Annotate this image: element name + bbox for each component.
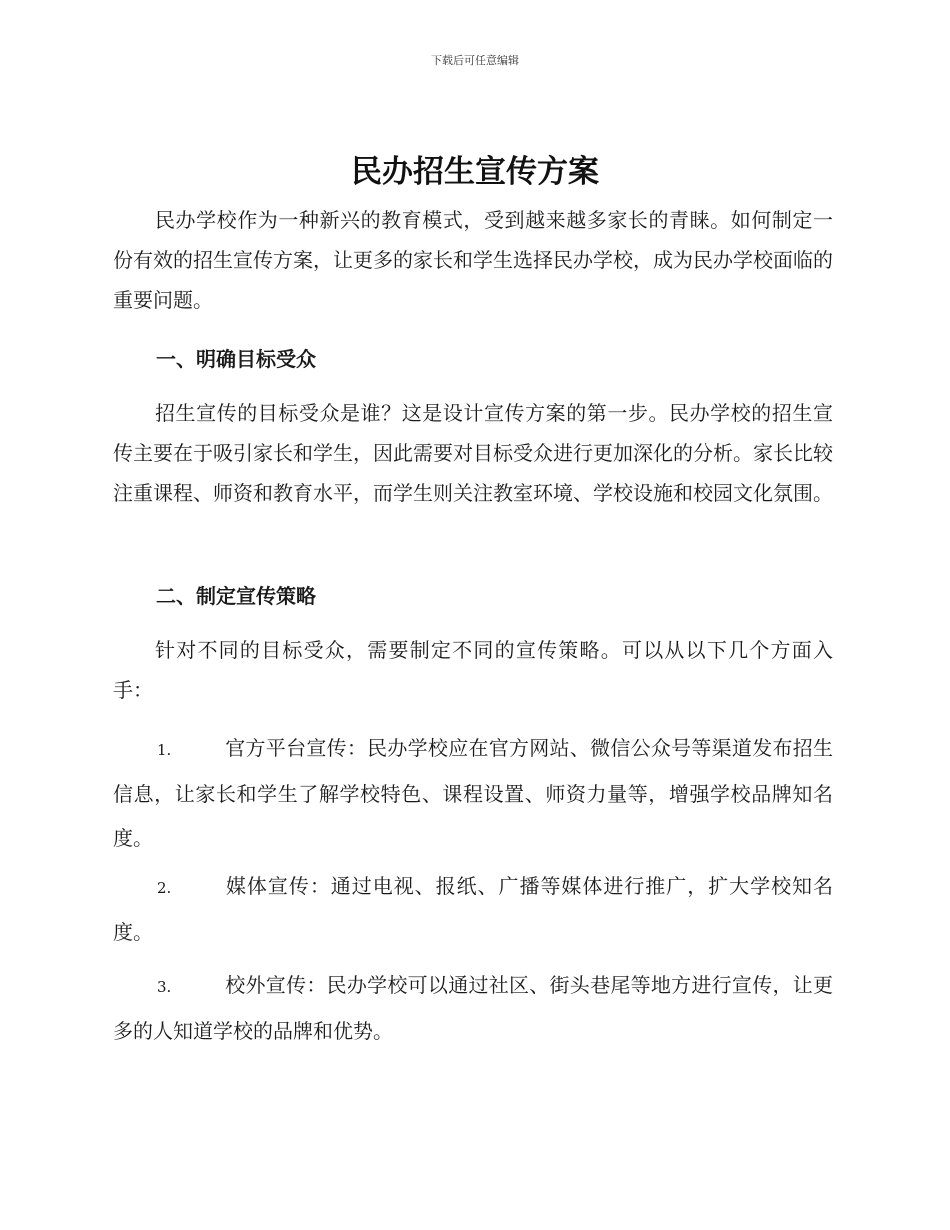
list-item-number: 1.: [157, 741, 172, 759]
section-2-heading: 二、制定宣传策略: [156, 584, 316, 608]
list-item-text: 官方平台宣传：民办学校应在官方网站、微信公众号等渠道发布招生信息，让家长和学生了解学校特色、课程设置、师资力量等，增强学校品牌知名度。: [113, 736, 833, 850]
intro-paragraph: 民办学校作为一种新兴的教育模式，受到越来越多家长的青睐。如何制定一份有效的招生宣传方案，让更多的家长和学生选择民办学校，成为民办学校面临的重要问题。: [113, 208, 833, 312]
list-item-number: 3.: [157, 978, 172, 996]
section-1-heading: 一、明确目标受众: [156, 347, 316, 371]
list-item-text: 校外宣传：民办学校可以通过社区、街头巷尾等地方进行宣传，让更多的人知道学校的品牌和优势。: [113, 973, 833, 1043]
section-2-paragraph: 针对不同的目标受众，需要制定不同的宣传策略。可以从以下几个方面入手：: [113, 638, 833, 702]
list-item-2: [113, 864, 833, 954]
list-item-number: 2.: [157, 879, 172, 897]
list-item-3: [113, 963, 833, 1053]
list-item-1: [113, 726, 833, 860]
header-note: 下载后可任意编辑: [431, 54, 519, 67]
document-title: 民办招生宣传方案: [351, 154, 599, 190]
list-item-text: 媒体宣传：通过电视、报纸、广播等媒体进行推广，扩大学校知名度。: [113, 874, 833, 944]
section-1-paragraph: 招生宣传的目标受众是谁？这是设计宣传方案的第一步。民办学校的招生宣传主要在于吸引家长和学生，因此需要对目标受众进行更加深化的分析。家长比较注重课程、师资和教育水平，而学生则关注教室环境、学校设施和校园文化氛围。: [113, 401, 833, 505]
